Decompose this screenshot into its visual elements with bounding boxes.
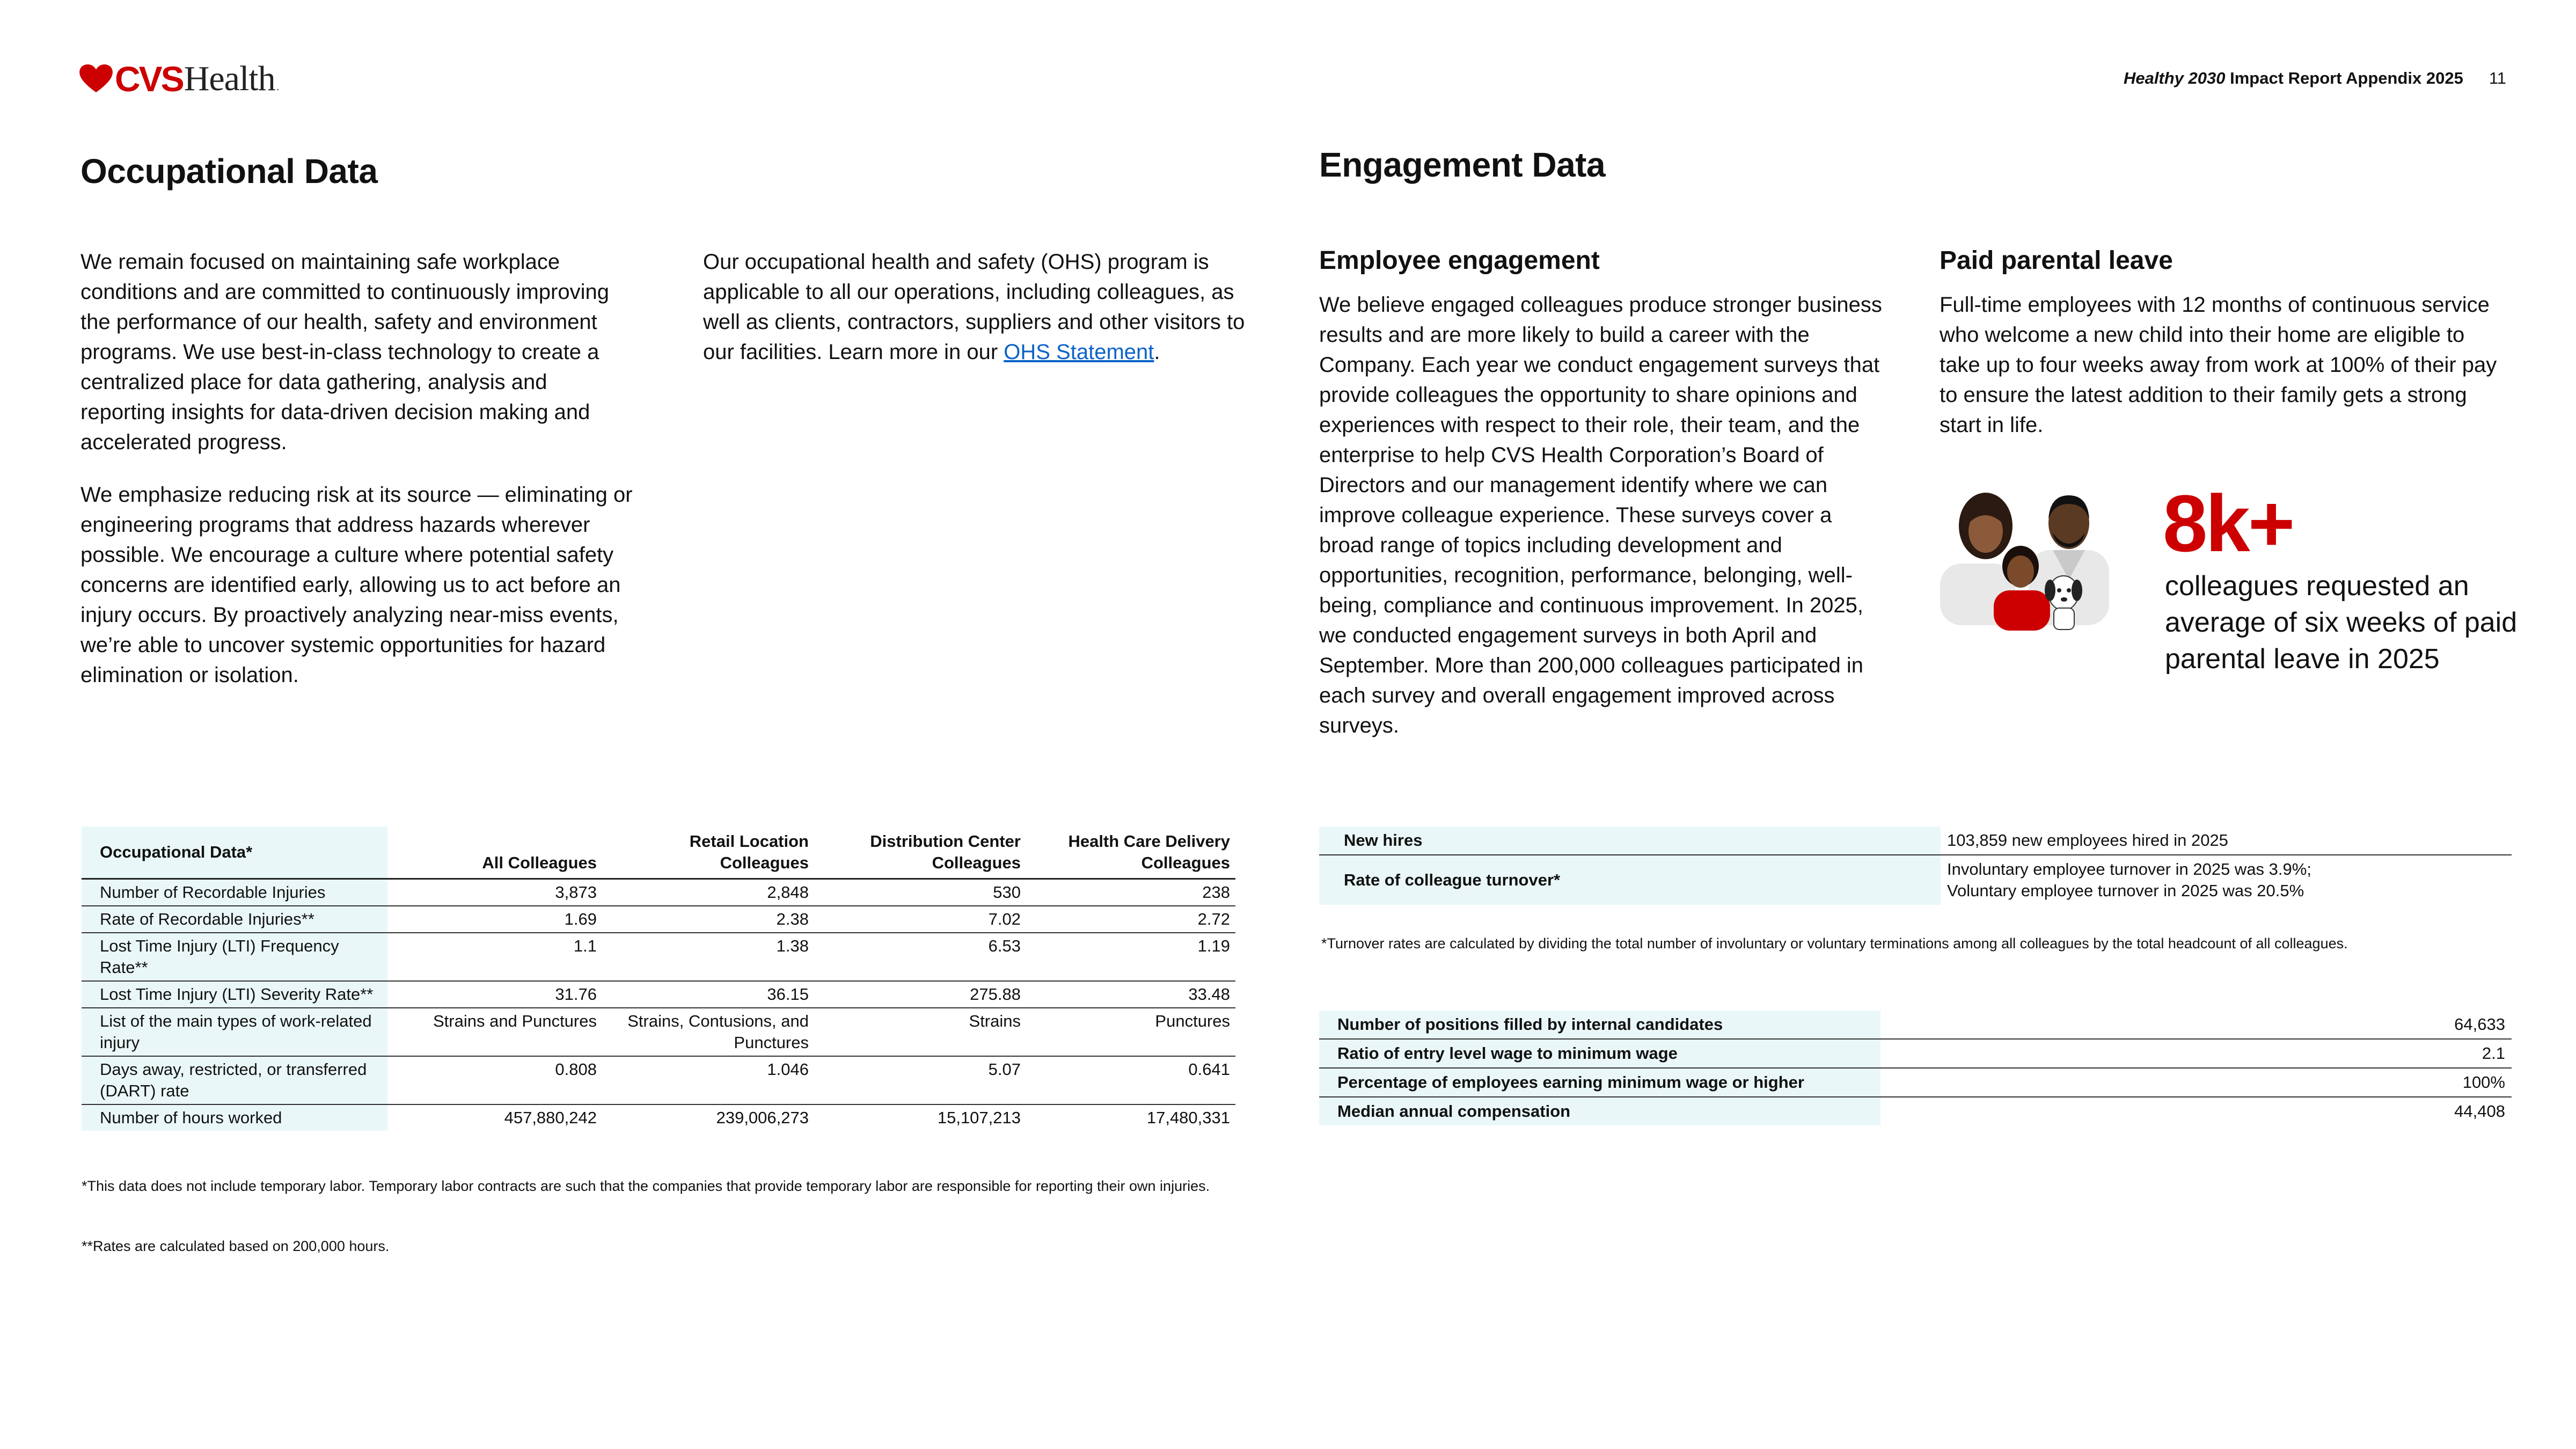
occupational-paragraph-2: We emphasize reducing risk at its source — eliminating or engineering programs that address hazards wherever possible. We encourage a culture where potential safety concerns are identified early, allowing us to act before an injury occurs. By proactively analyzing near-miss events, we’re able to uncover systemic opportunities for hazard elimination or isolation. <box>80 483 633 687</box>
table-row <box>1319 1068 2512 1097</box>
logo-mark: . <box>276 81 280 93</box>
table-cell: 17,480,331 <box>1146 1108 1230 1127</box>
report-title-italic: Healthy 2030 <box>2123 69 2226 87</box>
occupational-table <box>82 826 1235 1131</box>
table-header-cell: Distribution Center Colleagues <box>870 832 1021 872</box>
table-row <box>82 906 1235 933</box>
table-cell: 1.38 <box>776 936 809 955</box>
table-cell: 1.046 <box>767 1060 809 1079</box>
row-label: Median annual compensation <box>1319 1097 1880 1125</box>
table-row <box>82 879 1235 906</box>
table-cell: 1.69 <box>564 910 597 928</box>
table-cell: 36.15 <box>767 985 809 1004</box>
cvs-health-logo <box>79 60 279 98</box>
table-row <box>1319 1011 2512 1039</box>
paid-parental-leave-text: Full-time employees with 12 months of continuous service who welcome a new child into their home are eligible to take up to four weeks away from work at 100% of their pay to ensure the latest addition to their family gets a strong start in life. <box>1940 293 2497 437</box>
table-cell: 31.76 <box>555 985 597 1004</box>
table-row <box>1319 1097 2512 1125</box>
table-cell: 100% <box>2462 1073 2505 1092</box>
row-label: Number of hours worked <box>82 1104 387 1131</box>
new-hires-value: 103,859 new employees hired in 2025 <box>1947 831 2228 850</box>
table-cell: 2,848 <box>767 883 809 902</box>
turnover-footnote: *Turnover rates are calculated by dividing the total number of involuntary or voluntary terminations among all colleagues by the total headcount of all colleagues. <box>1321 935 2348 952</box>
table-cell: 530 <box>993 883 1021 902</box>
employee-engagement-heading: Employee engagement <box>1319 246 1600 275</box>
table-cell: 1.19 <box>1197 936 1230 955</box>
table-cell: 457,880,242 <box>504 1108 597 1127</box>
row-label: Rate of Recordable Injuries** <box>82 906 387 933</box>
table-row <box>82 933 1235 981</box>
paid-parental-leave-heading: Paid parental leave <box>1940 246 2173 275</box>
row-label: List of the main types of work-related injury <box>82 1008 387 1056</box>
row-label: Lost Time Injury (LTI) Severity Rate** <box>82 981 387 1008</box>
ohs-paragraph <box>703 247 1256 367</box>
table-row <box>82 981 1235 1008</box>
row-label: Days away, restricted, or transferred (DART) rate <box>82 1056 387 1104</box>
table-cell: 44,408 <box>2454 1102 2505 1121</box>
table-cell: Strains and Punctures <box>433 1012 597 1030</box>
row-label: Ratio of entry level wage to minimum wage <box>1319 1039 1880 1068</box>
table-cell: 15,107,213 <box>937 1108 1021 1127</box>
wage-table <box>1319 1011 2512 1125</box>
table-row <box>82 1056 1235 1104</box>
table-cell: 239,006,273 <box>716 1108 809 1127</box>
table-row <box>1319 826 2512 855</box>
employee-engagement-text: We believe engaged colleagues produce stronger business results and are more likely to build a career with the Company. Each year we conduct engagement surveys that provide colleagues the opportunity to share opinions and experiences with respect to their role, their team, and the enterprise to help CVS Health Corporation’s Board of Directors and our management identify where we can improve colleague experience. These surveys cover a broad range of topics including development and opportunities, recognition, performance, belonging, well-being, compliance and continuous improvement. In 2025, we conducted engagement surveys in both April and September. More than 200,000 colleagues participated in each survey and overall engagement improved across surveys. <box>1319 293 1882 737</box>
table-header-row <box>82 826 1235 879</box>
table-row <box>82 1008 1235 1056</box>
table-cell: 2.72 <box>1197 910 1230 928</box>
report-title-rest: Impact Report Appendix 2025 <box>2225 69 2463 87</box>
turnover-voluntary: Voluntary employee turnover in 2025 was 20.5% <box>1947 881 2304 900</box>
table-cell: 2.38 <box>776 910 809 928</box>
engagement-title: Engagement Data <box>1319 145 1606 184</box>
table-row <box>1319 1039 2512 1068</box>
table-cell: 2.1 <box>2482 1044 2505 1063</box>
heart-logo-icon <box>79 64 113 93</box>
table-cell: 238 <box>1202 883 1230 902</box>
ohs-statement-link[interactable]: OHS Statement <box>1004 340 1154 364</box>
table-cell: 6.53 <box>988 936 1021 955</box>
occupational-title: Occupational Data <box>80 152 378 191</box>
new-hires-label: New hires <box>1319 826 1941 855</box>
page-number: 11 <box>2489 69 2506 87</box>
table-cell: 3,873 <box>555 883 597 902</box>
table-row <box>1319 855 2512 905</box>
table-row <box>82 1104 1235 1131</box>
logo-cvs-text: CVS <box>115 59 183 99</box>
table-header-cell: Health Care Delivery Colleagues <box>1068 832 1230 872</box>
row-label: Percentage of employees earning minimum wage or higher <box>1319 1068 1880 1097</box>
report-title <box>2124 69 2506 88</box>
table-header-cell: All Colleagues <box>482 853 597 872</box>
occupational-paragraph-1: We remain focused on maintaining safe workplace conditions and are committed to continuously improving the performance of our health, safety and environment programs. We use best-in-class technology to create a centralized place for data gathering, analysis and reporting insights for data-driven decision making and accelerated progress. <box>80 250 609 454</box>
occupational-footnote-2: **Rates are calculated based on 200,000 hours. <box>82 1238 390 1254</box>
turnover-value <box>1941 855 2512 905</box>
table-header-cell: Retail Location Colleagues <box>689 832 809 872</box>
table-cell: 0.641 <box>1188 1060 1230 1079</box>
table-cell: 7.02 <box>988 910 1021 928</box>
table-cell: 64,633 <box>2454 1015 2505 1034</box>
table-cell: Strains <box>969 1012 1021 1030</box>
table-cell: Strains, Contusions, and Punctures <box>627 1012 809 1052</box>
family-illustration <box>1940 486 2112 631</box>
occupational-footnote-1: *This data does not include temporary labor. Temporary labor contracts are such that the companies that provide temporary labor are responsible for reporting their own injuries. <box>82 1178 1210 1194</box>
row-label: Lost Time Injury (LTI) Frequency Rate** <box>82 933 387 981</box>
ohs-paragraph-end: . <box>1154 340 1160 364</box>
table-cell: 275.88 <box>970 985 1021 1004</box>
ohs-paragraph-text: Our occupational health and safety (OHS) program is applicable to all our operations, including colleagues, as well as clients, contractors, suppliers and other visitors to our facilities. Learn more in our <box>703 250 1245 364</box>
table-cell: 33.48 <box>1188 985 1230 1004</box>
parental-leave-stat: 8k+ <box>2163 478 2293 568</box>
table-cell: Punctures <box>1155 1012 1230 1030</box>
row-label: Number of positions filled by internal candidates <box>1319 1011 1880 1039</box>
turnover-label: Rate of colleague turnover* <box>1319 855 1941 905</box>
table-cell: 0.808 <box>555 1060 597 1079</box>
parental-leave-stat-caption: colleagues requested an average of six weeks of paid parental leave in 2025 <box>2165 570 2518 675</box>
table-header-cell: Occupational Data* <box>82 826 387 879</box>
row-label: Number of Recordable Injuries <box>82 879 387 906</box>
turnover-involuntary: Involuntary employee turnover in 2025 was 3.9%; <box>1947 860 2311 879</box>
table-cell: 5.07 <box>988 1060 1021 1079</box>
logo-health-text: Health <box>184 59 275 98</box>
hires-turnover-table <box>1319 826 2512 905</box>
table-cell: 1.1 <box>573 936 597 955</box>
